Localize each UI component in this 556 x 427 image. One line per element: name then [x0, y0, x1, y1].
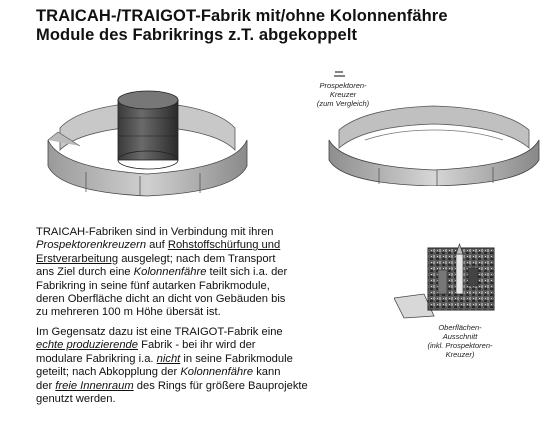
- p2-text-e: nicht: [156, 352, 181, 365]
- p1-text-e: Erstverarbeitung: [36, 252, 119, 265]
- p2-text-k: freie Innenraum: [55, 379, 134, 392]
- p1-text-d: Rohstoffschürfung und: [167, 239, 281, 252]
- p1-text-i: teilt sich i.a. der: [206, 266, 288, 279]
- ring-with-ferry-illustration: [40, 88, 255, 198]
- cutout-caption-line-1: Oberflächen-: [438, 323, 482, 332]
- p2-line-6: [36, 393, 336, 406]
- cutout-caption-line-2: Ausschnitt: [442, 332, 478, 341]
- p2-text-d: modulare Fabrikring i.a.: [36, 352, 157, 365]
- title-line-2: Module des Fabrikrings z.T. abgekoppelt: [36, 26, 358, 44]
- cruiser-caption-line-1: Prospektoren-: [319, 81, 367, 90]
- paragraph-traicah: [36, 226, 336, 320]
- p1-text-c: auf: [146, 239, 168, 252]
- p1-text-f: ausgelegt; nach dem Transport: [118, 252, 276, 265]
- surface-cutout-illustration: [394, 240, 498, 320]
- p1-line-1: [36, 226, 336, 239]
- cutout-caption-line-3: (inkl. Prospektoren-: [427, 341, 493, 350]
- p2-text-a: Im Gegensatz dazu ist eine TRAIGOT-Fabrik eine: [36, 326, 283, 338]
- p2-line-1: [36, 326, 336, 339]
- p2-line-4: [36, 366, 336, 379]
- p2-text-m: genutzt werden.: [36, 393, 116, 406]
- p1-text-a: TRAICAH-Fabriken sind in Verbindung mit ihren: [36, 226, 274, 238]
- p2-text-g: geteilt; nach Abkopplung der: [36, 366, 181, 379]
- p1-line-7: [36, 306, 336, 319]
- p2-text-l: des Rings für größere Bauprojekte: [133, 379, 308, 392]
- prospector-cruiser-icon: [333, 70, 347, 80]
- cutout-caption-line-4: Kreuzer): [445, 350, 475, 359]
- p1-line-2: [36, 239, 336, 252]
- p1-text-h: Kolonnenfähre: [133, 266, 207, 279]
- page-title: [36, 7, 448, 45]
- p1-text-k: deren Oberfläche dicht an dicht von Gebäuden bis: [36, 293, 286, 306]
- p1-line-6: [36, 293, 336, 306]
- cruiser-caption-line-2: Kreuzer: [329, 90, 357, 99]
- paragraph-traigot: [36, 326, 336, 406]
- p2-line-2: [36, 339, 336, 352]
- open-ring-illustration: [325, 100, 543, 186]
- p2-line-3: [36, 353, 336, 366]
- p2-text-h: Kolonnenfähre: [180, 366, 254, 379]
- p1-line-5: [36, 280, 336, 293]
- p1-text-l: zu mehreren 100 m Höhe übersät ist.: [36, 306, 221, 319]
- p2-text-b: echte produzierende: [36, 339, 139, 352]
- p1-line-3: [36, 253, 336, 266]
- cruiser-caption-line-3: (zum Vergleich): [316, 99, 370, 108]
- p1-text-g: ans Ziel durch eine: [36, 266, 134, 279]
- cruiser-caption: [304, 81, 382, 108]
- p1-text-j: Fabrikring in seine fünf autarken Fabrikmodule,: [36, 279, 270, 292]
- p1-text-b: Prospektorenkreuzern: [36, 239, 147, 252]
- p2-text-f: in seine Fabrikmodule: [180, 352, 293, 365]
- p2-text-i: kann: [253, 366, 281, 379]
- p2-line-5: [36, 380, 336, 393]
- p1-line-4: [36, 266, 336, 279]
- p2-text-j: der: [36, 379, 56, 392]
- title-line-1: TRAICAH-/TRAIGOT-Fabrik mit/ohne Kolonnenfähre: [36, 7, 448, 25]
- cutout-caption: [408, 323, 512, 359]
- p2-text-c: Fabrik - bei ihr wird der: [138, 339, 256, 352]
